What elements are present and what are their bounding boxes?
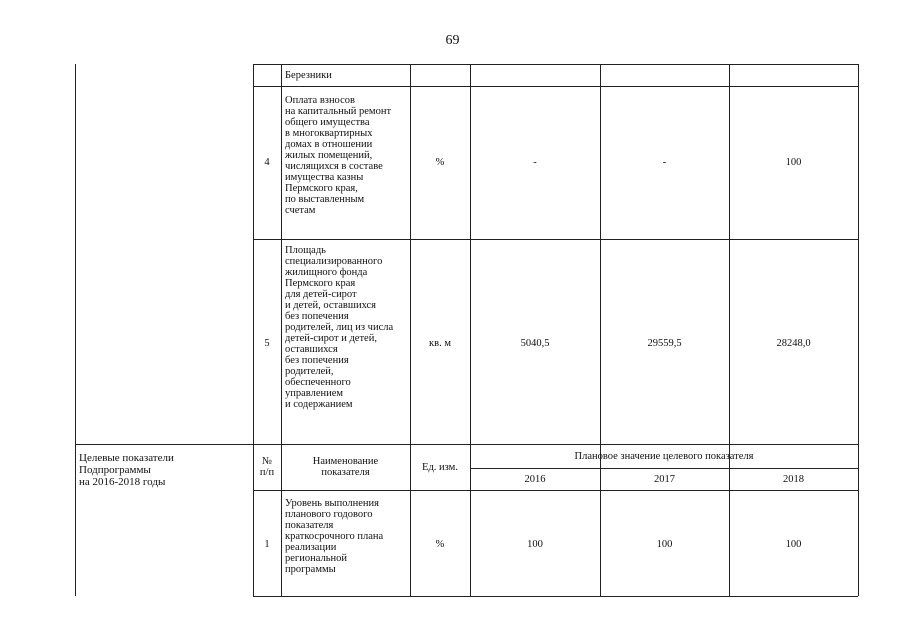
- value-2016: 5040,5: [520, 338, 550, 349]
- header-year-2016: 2016: [524, 474, 546, 485]
- value-2016: -: [533, 157, 537, 168]
- value-2016: 100: [527, 539, 543, 550]
- value-2017: -: [662, 157, 667, 168]
- header-number: № п/п: [259, 456, 275, 478]
- indicator-name: Березники: [285, 70, 332, 81]
- unit: %: [435, 157, 445, 168]
- indicator-name: Площадь специализированного жилищного фонда Пермского края для детей-сирот и детей, оставшихся без попечения родителей, лиц из числа детей-сирот и детей, оставшихся без попечения родителей, обеспеченного управлением и содержанием: [285, 245, 394, 410]
- unit: %: [435, 539, 445, 550]
- section-label: Целевые показатели Подпрограммы на 2016-2018 годы: [79, 452, 174, 488]
- indicator-name: Уровень выполнения планового годового показателя краткосрочного плана реализации региональной программы: [285, 498, 384, 575]
- row-number: 5: [264, 338, 270, 349]
- value-2017: 100: [656, 539, 673, 550]
- value-2018: 28248,0: [776, 338, 811, 349]
- header-planned: Плановое значение целевого показателя: [574, 451, 754, 462]
- header-year-2018: 2018: [783, 474, 804, 485]
- value-2017: 29559,5: [647, 338, 682, 349]
- row-number: 1: [264, 539, 270, 550]
- header-year-2017: 2017: [654, 474, 675, 485]
- header-unit: Ед. изм.: [422, 462, 458, 473]
- page-number: 69: [445, 33, 460, 48]
- row-number: 4: [264, 157, 270, 168]
- value-2018: 100: [785, 157, 802, 168]
- header-name: Наименование показателя: [312, 456, 379, 478]
- indicator-name: Оплата взносов на капитальный ремонт общего имущества в многоквартирных домах в отношении жилых помещений, числящихся в составе имущества казны Пермского края, по выставленным счетам: [285, 95, 392, 216]
- unit: кв. м: [429, 338, 451, 349]
- value-2018: 100: [785, 539, 802, 550]
